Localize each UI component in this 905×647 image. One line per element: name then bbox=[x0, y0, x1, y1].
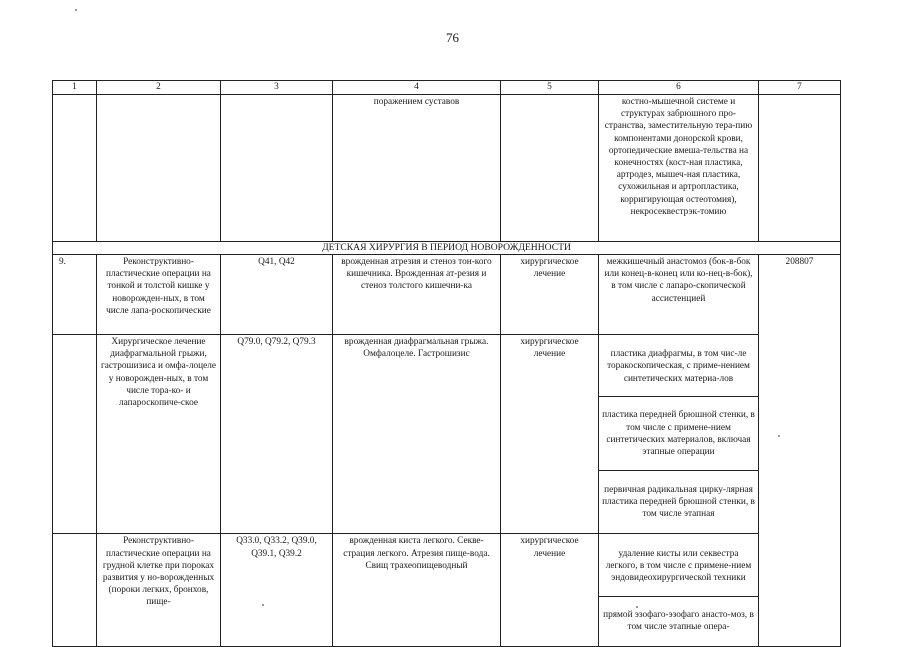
column-number: 3 bbox=[221, 81, 333, 95]
column-number: 7 bbox=[759, 81, 841, 95]
diagnosis-cell: врожденная атрезия и стеноз тон-кого кишечника. Врожденная ат-резия и стеноз толстого кишечни-ка bbox=[333, 255, 501, 335]
method-item: пластика передней брюшной стенки, в том числе с примене-нием синтетических материалов, включая этапные операции bbox=[599, 409, 758, 471]
treatment-type-cell: хирургическое лечение bbox=[501, 534, 599, 647]
cost-cell: 208807 bbox=[759, 255, 841, 647]
column-number: 4 bbox=[333, 81, 501, 95]
scan-speck bbox=[75, 9, 77, 11]
table-row bbox=[53, 255, 841, 335]
section-title: ДЕТСКАЯ ХИРУРГИЯ В ПЕРИОД НОВОРОЖДЕННОСТИ bbox=[53, 242, 841, 255]
table-row bbox=[53, 534, 841, 647]
method-cell: межкишечный анастомоз (бок-в-бок или конец-в-конец или ко-нец-в-бок), в том числе с лапаро-скопической ассистенцией bbox=[599, 255, 759, 335]
method-item: удаление кисты или секвестра легкого, в том числе с примене-нием эндовидеохирургической техники bbox=[599, 548, 758, 597]
continuation-row bbox=[53, 95, 841, 242]
column-number: 1 bbox=[53, 81, 97, 95]
icd-codes-cell: Q33.0, Q33.2, Q39.0, Q39.1, Q39.2 bbox=[221, 534, 333, 647]
method-item: первичная радикальная цирку-лярная пластика передней брюшной стенки, в том числе этапная bbox=[602, 484, 755, 520]
section-row bbox=[53, 242, 841, 255]
method-item: пластика диафрагмы, в том чис-ле торакоскопическая, с приме-нением синтетических материа-лов bbox=[599, 348, 758, 397]
treatment-type-cell: хирургическое лечение bbox=[501, 335, 599, 534]
procedure-name-cell: Реконструктивно-пластические операции на грудной клетке при пороках развития у но-ворожденных (пороки легких, бронхов, пище- bbox=[97, 534, 221, 647]
procedure-name-cell: Реконструктивно-пластические операции на тонкой и толстой кишке у новорожден-ных, в том числе лапа-роскопические bbox=[97, 255, 221, 335]
medical-care-table bbox=[52, 80, 841, 647]
column-number: 5 bbox=[501, 81, 599, 95]
icd-codes-cell: Q79.0, Q79.2, Q79.3 bbox=[221, 335, 333, 534]
column-number: 2 bbox=[97, 81, 221, 95]
column-number: 6 bbox=[599, 81, 759, 95]
scan-speck bbox=[636, 606, 638, 608]
diagnosis-cell: врожденная диафрагмальная грыжа. Омфалоцеле. Гастрошизис bbox=[333, 335, 501, 534]
icd-codes-cell: Q41, Q42 bbox=[221, 255, 333, 335]
method-cell bbox=[599, 534, 759, 647]
scan-speck bbox=[778, 435, 780, 437]
treatment-type-cell: хирургическое лечение bbox=[501, 255, 599, 335]
table-row bbox=[53, 335, 841, 534]
method-cell: костно-мышечной системе и структурах забрюшного про-странства, заместительную тера-пию компонентами донорской крови, ортопедические вмеша-тельства на конечностях (кост-ная пластика, артродез, мышеч-ная пластика, сухожильная и артропластика, корригирующая остеотомия), некросеквестрэк-томию bbox=[599, 95, 759, 242]
method-cell bbox=[599, 335, 759, 534]
column-number-row bbox=[53, 81, 841, 95]
procedure-name-cell: Хирургическое лечение диафрагмальной грыжи, гастрошизиса и омфа-лоцеле у новорожден-ных, в том числе тора-ко- и лапароскопиче-ское bbox=[97, 335, 221, 534]
method-item: прямой эзофаго-эзофаго анасто-моз, в том числе этапные опера- bbox=[603, 609, 754, 633]
diagnosis-cell: врожденная киста легкого. Секве-страция легкого. Атрезия пище-вода. Свищ трахеопищеводный bbox=[333, 534, 501, 647]
page-number: 76 bbox=[446, 30, 459, 45]
scan-speck bbox=[262, 604, 264, 606]
row-number: 9. bbox=[53, 255, 97, 335]
diagnosis-cell: поражением суставов bbox=[333, 95, 501, 242]
